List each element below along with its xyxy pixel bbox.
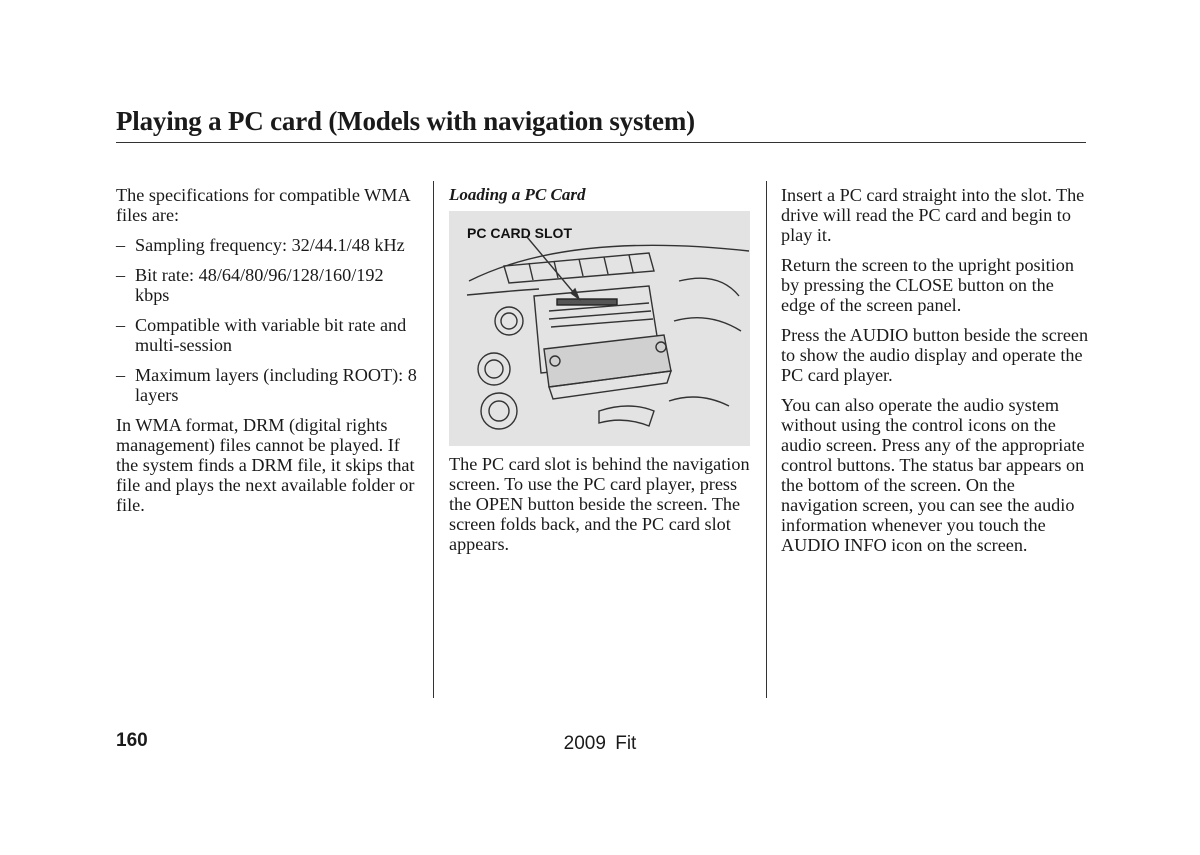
section-heading: Loading a PC Card: [449, 185, 586, 204]
instruction-paragraph: Insert a PC card straight into the slot. The drive will read the PC card and begin to play it.: [781, 185, 1085, 245]
instruction-paragraph: You can also operate the audio system without using the control icons on the audio screen. Press any of the appropriate control buttons. The status bar appears on the bottom of the screen. On the navigation screen, you can see the audio information whenever you touch the AUDIO INFO icon on the screen.: [781, 395, 1085, 555]
page-title: Playing a PC card (Models with navigation system): [116, 106, 695, 136]
page-number: 160: [116, 730, 148, 751]
column-loading: [449, 185, 754, 564]
instruction-paragraph: Press the AUDIO button beside the screen to show the audio display and operate the PC card player.: [781, 325, 1089, 385]
spec-item: – Sampling frequency: 32/44.1/48 kHz: [116, 235, 405, 255]
slot-caption: The PC card slot is behind the navigation screen. To use the PC card player, press the OPEN button beside the screen. The screen folds back, and the PC card slot appears.: [449, 454, 750, 554]
column-specifications: [116, 185, 421, 525]
spec-item: – Compatible with variable bit rate and multi-session: [116, 315, 407, 355]
footer-model: 2009 Fit: [563, 733, 637, 754]
column-divider-2: [766, 181, 767, 698]
column-instructions: [781, 185, 1091, 565]
spec-item: – Maximum layers (including ROOT): 8 layers: [116, 365, 417, 405]
pc-card-slot-illustration: [449, 211, 750, 446]
drm-note: In WMA format, DRM (digital rights management) files cannot be played. If the system finds a DRM file, it skips that file and plays the next available folder or file.: [116, 415, 415, 515]
title-divider: [116, 142, 1086, 143]
instruction-paragraph: Return the screen to the upright position by pressing the CLOSE button on the edge of the screen panel.: [781, 255, 1074, 315]
column-divider-1: [433, 181, 434, 698]
spec-intro: The specifications for compatible WMA files are:: [116, 185, 410, 225]
dashboard-drawing: [449, 211, 750, 446]
spec-item: – Bit rate: 48/64/80/96/128/160/192 kbps: [116, 265, 384, 305]
figure-label: PC CARD SLOT: [467, 225, 572, 241]
